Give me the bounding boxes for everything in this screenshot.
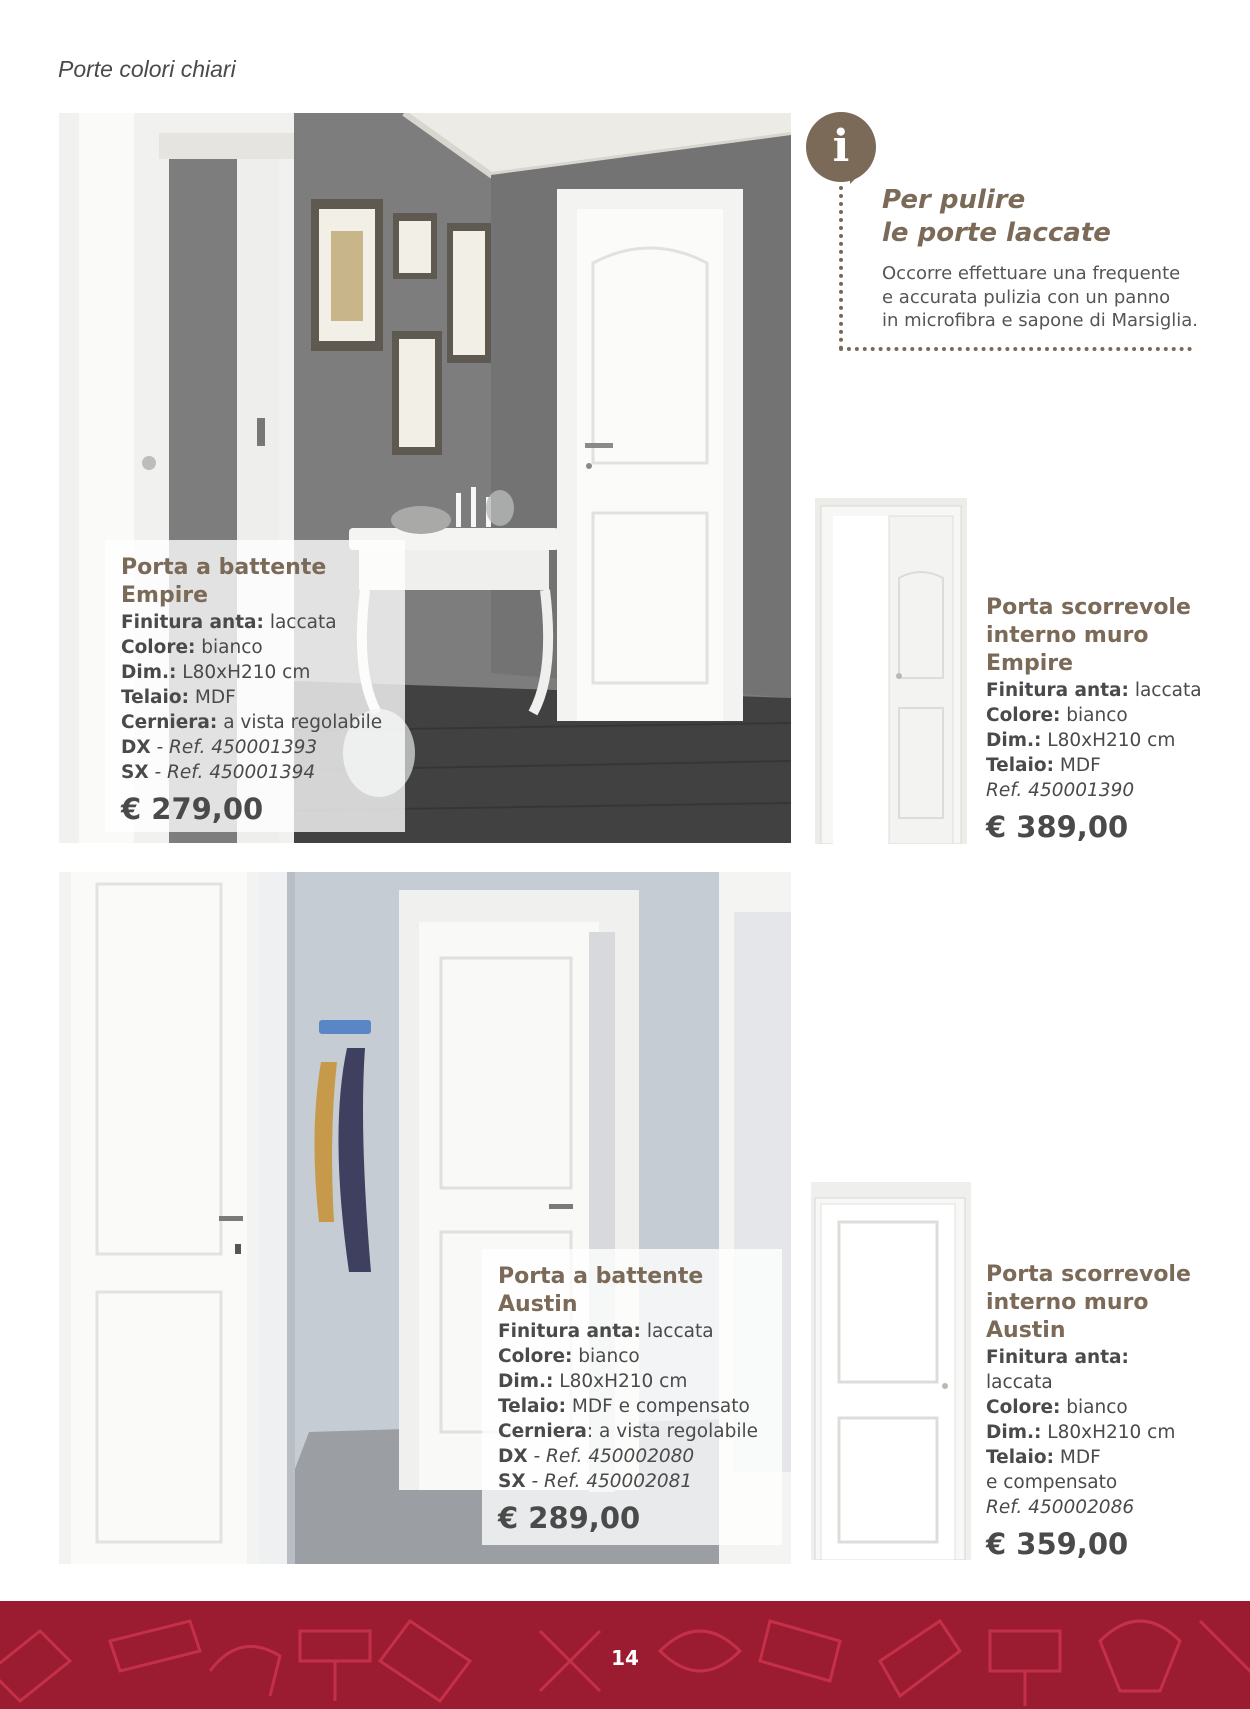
spec-telaio: Telaio: MDF xyxy=(986,1447,1101,1468)
spec-telaio: Telaio: MDF xyxy=(121,687,236,708)
spec-colore: Colore: bianco xyxy=(498,1346,640,1367)
product-name: Porta a battente xyxy=(121,555,327,580)
spec-telaio: Telaio: MDF xyxy=(986,755,1101,776)
spec-telaio-continued: e compensato xyxy=(986,1472,1118,1493)
info-text: Occorre effettuare una frequente e accurata pulizia con un panno in microfibra e sapone di Marsiglia. xyxy=(882,263,1199,331)
product-card-austin-scorrevole xyxy=(986,1261,1236,1564)
spec-cerniera: Cerniera: a vista regolabile xyxy=(121,712,383,733)
spec-ref: Ref. 450002086 xyxy=(986,1497,1135,1518)
product-price: € 289,00 xyxy=(498,1501,641,1535)
info-dotted-border xyxy=(839,347,1192,351)
product-price: € 389,00 xyxy=(986,810,1129,844)
product-name: Empire xyxy=(121,583,209,608)
photo-empire-room xyxy=(59,113,791,843)
info-title: Per pulire le porte laccate xyxy=(882,185,1111,248)
spec-ref-dx: DX - Ref. 450002080 xyxy=(498,1446,695,1467)
spec-ref-sx: SX - Ref. 450001394 xyxy=(121,762,316,783)
spec-ref-dx: DX - Ref. 450001393 xyxy=(121,737,318,758)
product-name: Porta scorrevole xyxy=(986,595,1191,620)
photo-austin-room xyxy=(59,872,791,1564)
product-name: interno muro xyxy=(986,623,1149,648)
info-icon-tail xyxy=(850,168,866,184)
spec-cerniera: Cerniera: a vista regolabile xyxy=(498,1421,758,1442)
door-illustration-austin-scorrevole xyxy=(811,1182,971,1560)
spec-colore: Colore: bianco xyxy=(121,637,263,658)
spec-colore: Colore: bianco xyxy=(986,1397,1128,1418)
product-card-empire-battente xyxy=(105,540,405,832)
spec-dimensioni: Dim.: L80xH210 cm xyxy=(121,662,311,683)
spec-telaio: Telaio: MDF e compensato xyxy=(498,1396,750,1417)
product-name: Porta a battente xyxy=(498,1264,704,1289)
product-price: € 359,00 xyxy=(986,1527,1129,1561)
spec-finitura: Finitura anta: laccata xyxy=(498,1321,714,1342)
product-name: interno muro xyxy=(986,1290,1149,1315)
spec-dimensioni: Dim.: L80xH210 cm xyxy=(986,730,1176,751)
spec-ref-sx: SX - Ref. 450002081 xyxy=(498,1471,693,1492)
spec-dimensioni: Dim.: L80xH210 cm xyxy=(498,1371,688,1392)
info-icon: i xyxy=(806,112,876,182)
page-number: 14 xyxy=(611,1646,639,1670)
spec-colore: Colore: bianco xyxy=(986,705,1128,726)
spec-ref: Ref. 450001390 xyxy=(986,780,1135,801)
spec-dimensioni: Dim.: L80xH210 cm xyxy=(986,1422,1176,1443)
product-card-empire-scorrevole xyxy=(986,594,1236,847)
spec-finitura: Finitura anta: xyxy=(986,1347,1129,1368)
product-card-austin-battente xyxy=(482,1249,782,1545)
spec-finitura: Finitura anta: laccata xyxy=(121,612,337,633)
section-title: Porte colori chiari xyxy=(58,56,236,82)
info-dotted-border xyxy=(839,186,843,350)
door-illustration-empire-scorrevole xyxy=(815,498,967,844)
product-name: Porta scorrevole xyxy=(986,1262,1191,1287)
product-name: Austin xyxy=(498,1292,578,1317)
product-price: € 279,00 xyxy=(121,792,264,826)
product-name: Austin xyxy=(986,1318,1066,1343)
spec-finitura-value: laccata xyxy=(986,1372,1053,1393)
spec-finitura: Finitura anta: laccata xyxy=(986,680,1202,701)
product-name: Empire xyxy=(986,651,1074,676)
